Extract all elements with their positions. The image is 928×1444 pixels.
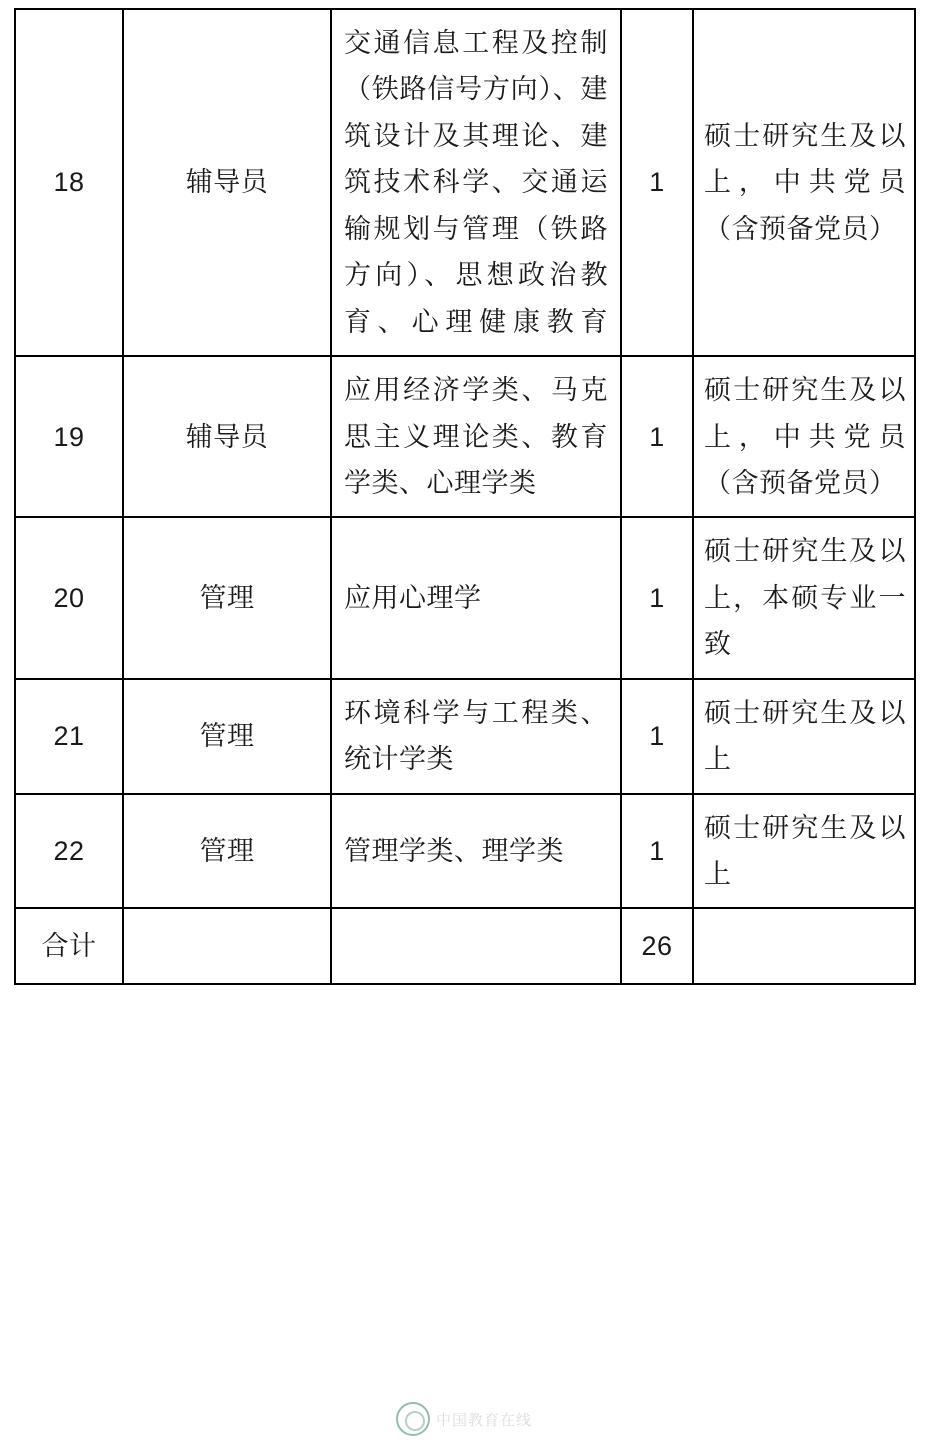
row-requirement: 硕士研究生及以上，中共党员（含预备党员） — [704, 375, 906, 498]
watermark — [396, 1402, 532, 1436]
row-post: 管理 — [199, 835, 255, 866]
row-major: 应用经济学类、马克思主义理论类、教育学类、心理学类 — [344, 375, 608, 498]
row-requirement-cell — [693, 679, 915, 794]
table-total-row — [15, 908, 915, 984]
row-major-cell — [331, 517, 621, 678]
table-row — [15, 679, 915, 794]
row-major-cell — [331, 679, 621, 794]
total-post-cell — [123, 908, 331, 984]
row-major: 应用心理学 — [344, 582, 482, 613]
row-number: 21 — [53, 720, 85, 751]
table-row — [15, 794, 915, 909]
seal-icon — [396, 1402, 430, 1436]
total-requirement-cell — [693, 908, 915, 984]
total-count-cell — [621, 908, 693, 984]
row-requirement-cell — [693, 9, 915, 356]
row-major-cell — [331, 794, 621, 909]
row-requirement-cell — [693, 794, 915, 909]
row-major-cell — [331, 356, 621, 517]
row-requirement: 硕士研究生及以上 — [704, 812, 906, 889]
row-count: 1 — [649, 720, 665, 751]
table-row — [15, 356, 915, 517]
row-post: 管理 — [199, 582, 255, 613]
row-number: 19 — [53, 421, 85, 452]
row-number-cell — [15, 517, 123, 678]
row-requirement: 硕士研究生及以上，中共党员（含预备党员） — [704, 120, 906, 244]
row-major: 交通信息工程及控制（铁路信号方向）、建筑设计及其理论、建筑技术科学、交通运输规划与管理（铁路方向）、思想政治教育、心理健康教育 — [344, 28, 608, 337]
row-major: 管理学类、理学类 — [344, 835, 564, 866]
row-post-cell — [123, 517, 331, 678]
row-number-cell — [15, 9, 123, 356]
row-count-cell — [621, 794, 693, 909]
row-count: 1 — [649, 421, 665, 452]
row-number: 22 — [53, 835, 85, 866]
row-post-cell — [123, 9, 331, 356]
row-requirement: 硕士研究生及以上 — [704, 697, 906, 775]
row-count-cell — [621, 356, 693, 517]
row-major-cell — [331, 9, 621, 356]
row-number-cell — [15, 356, 123, 517]
row-requirement: 硕士研究生及以上，本硕专业一致 — [704, 536, 906, 660]
row-number: 20 — [53, 582, 85, 613]
row-count: 1 — [649, 835, 665, 866]
total-post — [124, 936, 330, 956]
row-number-cell — [15, 794, 123, 909]
total-label: 合计 — [41, 931, 97, 962]
total-count: 26 — [641, 931, 673, 962]
row-requirement-cell — [693, 356, 915, 517]
total-major-cell — [331, 908, 621, 984]
row-number-cell — [15, 679, 123, 794]
total-major — [332, 936, 620, 956]
row-number: 18 — [53, 167, 85, 198]
row-requirement-cell — [693, 517, 915, 678]
row-post: 辅导员 — [185, 167, 269, 198]
row-post-cell — [123, 679, 331, 794]
table-row — [15, 9, 915, 356]
row-post: 管理 — [199, 720, 255, 751]
row-major: 环境科学与工程类、统计学类 — [344, 697, 608, 775]
recruitment-table — [14, 8, 916, 985]
row-count-cell — [621, 9, 693, 356]
row-count-cell — [621, 517, 693, 678]
row-count-cell — [621, 679, 693, 794]
row-count: 1 — [649, 582, 665, 613]
row-post-cell — [123, 356, 331, 517]
total-requirement — [694, 936, 914, 956]
table-row — [15, 517, 915, 678]
total-label-cell — [15, 908, 123, 984]
row-post: 辅导员 — [185, 421, 269, 452]
watermark-text: 中国教育在线 — [435, 1411, 533, 1429]
row-count: 1 — [649, 167, 665, 198]
row-post-cell — [123, 794, 331, 909]
